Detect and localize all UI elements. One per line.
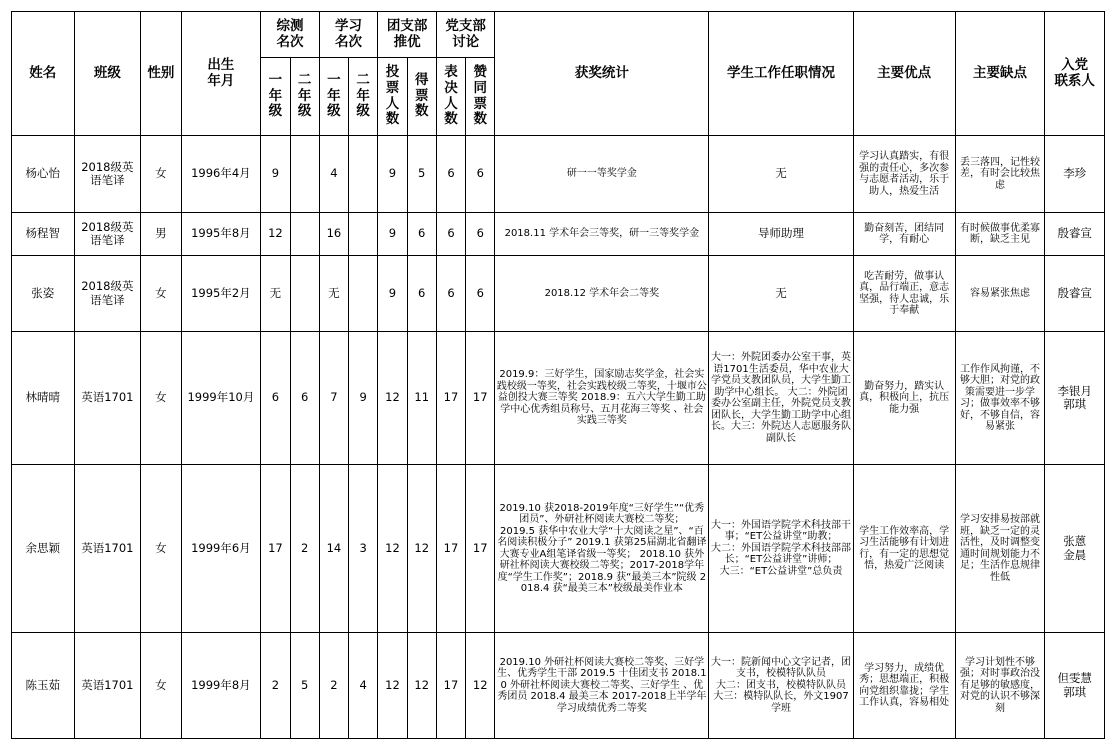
cell-study-year1: 2 (319, 633, 348, 739)
cell-posts: 大一：外院团委办公室干事，英语1701生活委员，华中农业大学党员支教团队员，大学生勤工助学中心组长。 大二：外院团委办公室副主任，外院党员支教团队长，大学生勤工助学中心组长。大三：外院达人志愿服务队副队长 (709, 332, 853, 465)
cell-gender: 女 (141, 256, 181, 332)
cell-votes-cast: 9 (378, 256, 407, 332)
cell-strengths: 勤奋刻苦，团结同学，有耐心 (853, 213, 955, 256)
cell-comp-year1: 无 (261, 256, 290, 332)
table-row (12, 332, 1105, 465)
cell-weaknesses: 工作作风拘谨，不够大胆；对党的政策需要进一步学习；做事效率不够好，不够自信，容易紧张 (955, 332, 1045, 465)
header-agree-votes: 赞 同 票 数 (466, 58, 495, 136)
cell-gender: 男 (141, 213, 181, 256)
cell-voters: 17 (436, 633, 465, 739)
cell-contact: 殷睿宣 (1045, 213, 1105, 256)
cell-posts: 大一：外国语学院学术科技部干事；“ET公益讲堂”助教； 大二：外国语学院学术科技部部长；“ET公益讲堂”讲师； 大三：“ET公益讲堂”总负责 (709, 465, 853, 633)
cell-weaknesses: 有时候做事优柔寡断，缺乏主见 (955, 213, 1045, 256)
header-league-recommend: 团支部 推优 (378, 12, 437, 58)
cell-votes-got: 12 (407, 465, 436, 633)
cell-comp-year1: 12 (261, 213, 290, 256)
cell-posts: 无 (709, 256, 853, 332)
cell-contact: 李珍 (1045, 136, 1105, 213)
header-study-year2: 二 年 级 (349, 58, 378, 136)
header-comp-year2: 二 年 级 (290, 58, 319, 136)
cell-comp-year1: 6 (261, 332, 290, 465)
header-name: 姓名 (12, 12, 75, 136)
cell-votes-got: 5 (407, 136, 436, 213)
header-voters: 表 决 人 数 (436, 58, 465, 136)
cell-posts: 导师助理 (709, 213, 853, 256)
cell-birth: 1995年8月 (181, 213, 261, 256)
cell-name: 陈玉茹 (12, 633, 75, 739)
cell-strengths: 吃苦耐劳，做事认真，品行端正，意志坚强，待人忠诚，乐于奉献 (853, 256, 955, 332)
cell-name: 余思颖 (12, 465, 75, 633)
cell-study-year2: 9 (349, 332, 378, 465)
table-row (12, 213, 1105, 256)
header-votes-got: 得 票 数 (407, 58, 436, 136)
cell-comp-year1: 17 (261, 465, 290, 633)
cell-contact: 但雯慧 郭琪 (1045, 633, 1105, 739)
cell-strengths: 学生工作效率高，学习生活能够有计划进行，有一定的思想觉悟，热爱广泛阅读 (853, 465, 955, 633)
cell-posts: 大一：院新闻中心文字记者，团支书，校模特队队员 大二：团支书，校模特队队员 大三：模特队队长，外文1907学班 (709, 633, 853, 739)
cell-gender: 女 (141, 136, 181, 213)
cell-agree-votes: 6 (466, 256, 495, 332)
header-votes-cast: 投 票 人 数 (378, 58, 407, 136)
cell-name: 杨程智 (12, 213, 75, 256)
cell-birth: 1999年8月 (181, 633, 261, 739)
header-party-discussion: 党支部 讨论 (436, 12, 495, 58)
cell-birth: 1999年6月 (181, 465, 261, 633)
header-row-1 (12, 12, 1105, 58)
header-comp-year1: 一 年 级 (261, 58, 290, 136)
header-contact: 入党 联系人 (1045, 12, 1105, 136)
cell-comp-year2: 6 (290, 332, 319, 465)
cell-study-year1: 7 (319, 332, 348, 465)
cell-name: 林晴晴 (12, 332, 75, 465)
header-weaknesses: 主要缺点 (955, 12, 1045, 136)
cell-awards: 研一一等奖学金 (495, 136, 709, 213)
cell-class: 英语1701 (74, 465, 141, 633)
cell-study-year2: 3 (349, 465, 378, 633)
cell-name: 张姿 (12, 256, 75, 332)
cell-comp-year2: 2 (290, 465, 319, 633)
cell-strengths: 学习认真踏实，有很强的责任心，多次参与志愿者活动，乐于助人，热爱生活 (853, 136, 955, 213)
cell-comp-year2 (290, 136, 319, 213)
cell-name: 杨心怡 (12, 136, 75, 213)
cell-awards: 2019.9：三好学生，国家励志奖学金，社会实践校级一等奖，社会实践校级二等奖，十堰市公益创投大赛三等奖 2018.9：五六大学生勤工助学中心优秀组员称号、五月花海三等奖 、社会实践三等奖 (495, 332, 709, 465)
table-row (12, 465, 1105, 633)
header-awards: 获奖统计 (495, 12, 709, 136)
cell-birth: 1996年4月 (181, 136, 261, 213)
cell-awards: 2019.10 外研社杯阅读大赛校二等奖、三好学生、优秀学生干部 2019.5 十佳团支书 2018.10 外研社杯阅读大赛校二等奖、三好学生 、优秀团员 2018.4 最美三本 2017-2018上半学年学习成绩优秀二等奖 (495, 633, 709, 739)
cell-agree-votes: 12 (466, 633, 495, 739)
cell-weaknesses: 丢三落四，记性较差，有时会比较焦虑 (955, 136, 1045, 213)
cell-study-year2 (349, 256, 378, 332)
header-gender: 性别 (141, 12, 181, 136)
cell-votes-cast: 12 (378, 332, 407, 465)
cell-study-year2 (349, 213, 378, 256)
cell-comp-year2: 5 (290, 633, 319, 739)
cell-study-year1: 14 (319, 465, 348, 633)
cell-votes-cast: 12 (378, 465, 407, 633)
cell-gender: 女 (141, 332, 181, 465)
cell-voters: 6 (436, 136, 465, 213)
cell-agree-votes: 6 (466, 136, 495, 213)
cell-study-year1: 16 (319, 213, 348, 256)
cell-weaknesses: 学习安排易按部就班，缺乏一定的灵活性，及时调整变通时间规划能力不足；生活作息规律性低 (955, 465, 1045, 633)
cell-study-year2: 4 (349, 633, 378, 739)
header-study-rank: 学习 名次 (319, 12, 378, 58)
cell-contact: 李银月 郭琪 (1045, 332, 1105, 465)
cell-contact: 张蒽 金晨 (1045, 465, 1105, 633)
cell-votes-got: 6 (407, 256, 436, 332)
table-row (12, 633, 1105, 739)
cell-votes-cast: 12 (378, 633, 407, 739)
cell-class: 2018级英语笔译 (74, 256, 141, 332)
cell-awards: 2018.12 学术年会二等奖 (495, 256, 709, 332)
cell-agree-votes: 17 (466, 332, 495, 465)
table-row (12, 256, 1105, 332)
cell-strengths: 学习努力，成绩优秀；思想端正，积极向党组织靠拢；学生工作认真，容易相处 (853, 633, 955, 739)
cell-comp-year1: 2 (261, 633, 290, 739)
cell-agree-votes: 17 (466, 465, 495, 633)
header-study-year1: 一 年 级 (319, 58, 348, 136)
cell-class: 英语1701 (74, 332, 141, 465)
cell-weaknesses: 容易紧张焦虑 (955, 256, 1045, 332)
cell-awards: 2018.11 学术年会三等奖，研一三等奖学金 (495, 213, 709, 256)
cell-voters: 17 (436, 332, 465, 465)
cell-votes-got: 11 (407, 332, 436, 465)
header-birth: 出生 年月 (181, 12, 261, 136)
cell-study-year2 (349, 136, 378, 213)
cell-study-year1: 无 (319, 256, 348, 332)
cell-voters: 6 (436, 213, 465, 256)
cell-voters: 17 (436, 465, 465, 633)
cell-birth: 1995年2月 (181, 256, 261, 332)
cell-study-year1: 4 (319, 136, 348, 213)
cell-awards: 2019.10 获2018-2019年度“三好学生”“优秀团员”、外研社杯阅读大赛校二等奖； 2019.5 获华中农业大学“十大阅读之星”、“百名阅读积极分子” 2019.1 获第25届湖北省翻译大赛专业A组笔译省级一等奖； 2018.10 获外研社杯阅读大赛校级二等奖；2017-2018学年度“学生工作奖”；2018.9 获“最美三本”院级 2018.4 获“最美三本”校级最美作业本 (495, 465, 709, 633)
header-strengths: 主要优点 (853, 12, 955, 136)
cell-votes-got: 12 (407, 633, 436, 739)
cell-birth: 1999年10月 (181, 332, 261, 465)
cell-class: 英语1701 (74, 633, 141, 739)
cell-comp-year2 (290, 256, 319, 332)
cell-votes-got: 6 (407, 213, 436, 256)
cell-strengths: 勤奋努力，踏实认真，积极向上，抗压能力强 (853, 332, 955, 465)
header-comprehensive-rank: 综测 名次 (261, 12, 320, 58)
header-posts: 学生工作任职情况 (709, 12, 853, 136)
cell-gender: 女 (141, 633, 181, 739)
cell-class: 2018级英语笔译 (74, 213, 141, 256)
cell-votes-cast: 9 (378, 136, 407, 213)
cell-comp-year2 (290, 213, 319, 256)
cell-votes-cast: 9 (378, 213, 407, 256)
table-row (12, 136, 1105, 213)
cell-gender: 女 (141, 465, 181, 633)
header-class: 班级 (74, 12, 141, 136)
member-evaluation-table (11, 11, 1105, 739)
cell-agree-votes: 6 (466, 213, 495, 256)
cell-posts: 无 (709, 136, 853, 213)
cell-class: 2018级英语笔译 (74, 136, 141, 213)
cell-voters: 6 (436, 256, 465, 332)
cell-contact: 殷睿宣 (1045, 256, 1105, 332)
cell-comp-year1: 9 (261, 136, 290, 213)
cell-weaknesses: 学习计划性不够强；对时事政治没有足够的敏感度，对党的认识不够深刻 (955, 633, 1045, 739)
